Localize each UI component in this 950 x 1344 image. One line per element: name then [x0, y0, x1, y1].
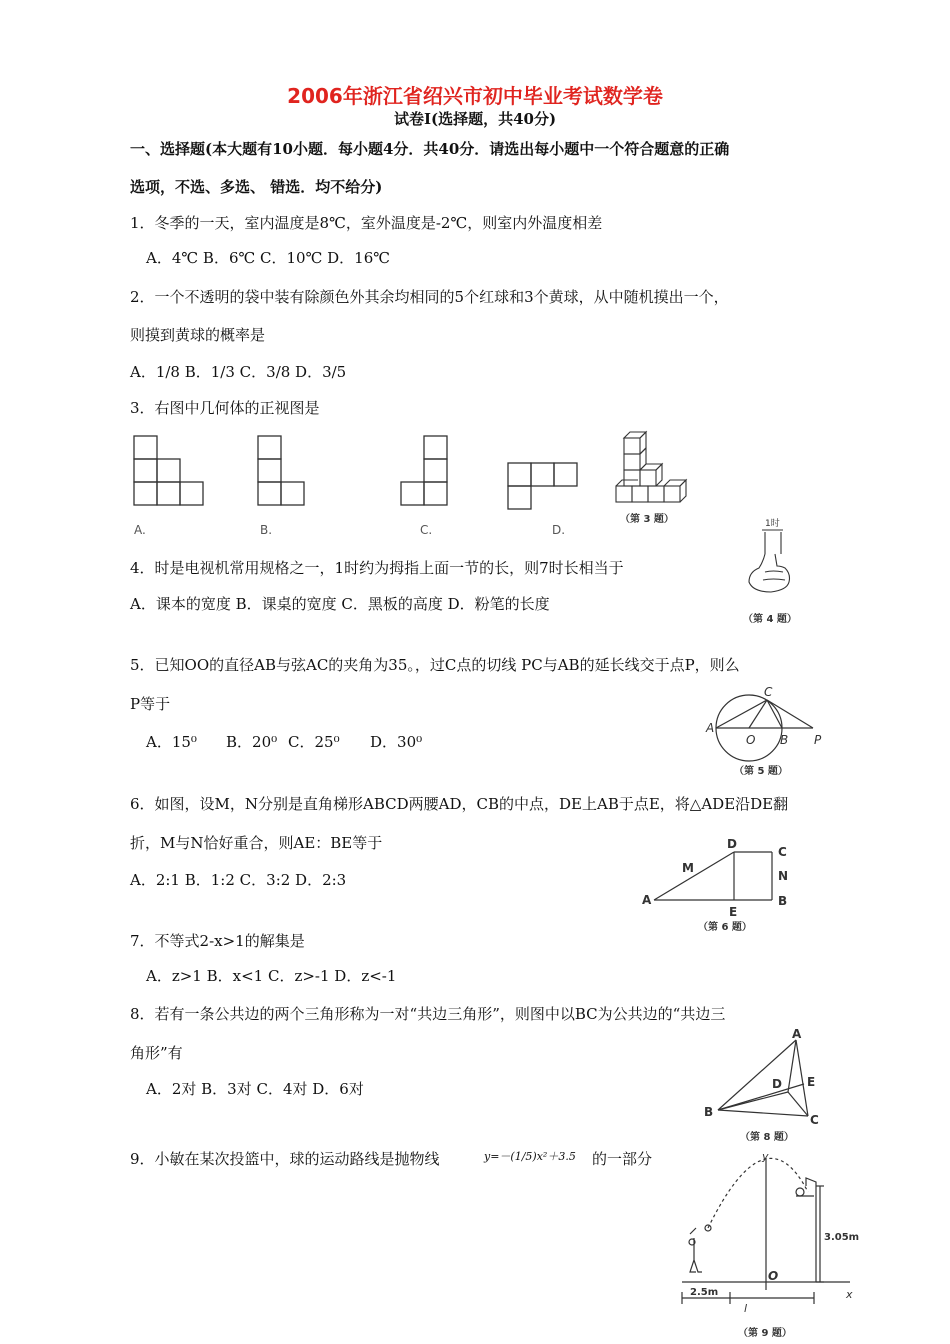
section-heading-line2: 选项，不选、多选、 错选．均不给分) — [130, 178, 383, 196]
section-heading-line1: 一、选择题(本大题有10小题．每小题4分．共40分．请选出每小题中一个符合题意的正确 — [130, 140, 730, 158]
q6-caption: （第 6 题） — [698, 922, 752, 933]
q5-point-b: B — [780, 733, 789, 747]
question-4-figure — [735, 518, 815, 626]
question-8-line1: 8．若有一条公共边的两个三角形称为一对“共边三角形”，则图中以BC为公共边的“共边三 — [130, 1005, 726, 1023]
question-9-text-after: 的一部分 — [592, 1150, 653, 1168]
question-1-options: A．4℃ B．6℃ C．10℃ D．16℃ — [146, 249, 391, 267]
q4-fig-label: 1时 — [765, 519, 780, 529]
question-9-figure — [668, 1150, 858, 1340]
q3-label-c: C. — [420, 523, 433, 537]
question-6-line2: 折，M与N恰好重合，则AE：BE等于 — [130, 834, 383, 852]
q9-label-l: l — [744, 1302, 748, 1315]
exam-title: 2006年浙江省绍兴市初中毕业考试数学卷 — [287, 84, 663, 108]
q9-caption: （第 9 题） — [738, 1328, 792, 1339]
question-8-line2: 角形”有 — [130, 1044, 183, 1062]
q8-point-e: E — [807, 1075, 816, 1089]
question-5-line1: 5．已知OO的直径AB与弦AC的夹角为35。，过C点的切线 PC与AB的延长线交于点P，则么 — [130, 656, 740, 674]
question-2-line1: 2．一个不透明的袋中装有除颜色外其余均相同的5个红球和3个黄球，从中随机摸出一个， — [130, 288, 729, 306]
question-6-figure — [636, 836, 806, 936]
q8-caption: （第 8 题） — [740, 1132, 794, 1143]
q9-label-x: x — [846, 1288, 853, 1301]
question-5-figure — [700, 685, 830, 783]
q3-label-a: A. — [134, 523, 146, 537]
paper-subtitle: 试卷Ⅰ(选择题，共40分) — [393, 110, 557, 128]
question-2-line2: 则摸到黄球的概率是 — [130, 326, 266, 344]
question-5-option-d: D．30⁰ — [370, 733, 423, 751]
q6-point-d: D — [727, 837, 737, 851]
question-4: 4．时是电视机常用规格之一，1时约为拇指上面一节的长，则7时长相当于 — [130, 559, 624, 577]
question-6-options: A．2:1 B．1:2 C．3:2 D．2:3 — [130, 871, 347, 889]
q9-label-o: O — [768, 1269, 779, 1283]
question-8-options: A．2对 B．3对 C．4对 D．6对 — [146, 1080, 364, 1098]
q3-label-b: B. — [260, 523, 273, 537]
q5-point-c: C — [764, 685, 773, 699]
question-3-figures — [120, 428, 720, 543]
question-7-options: A．z>1 B．x<1 C．z>-1 D．z<-1 — [146, 967, 397, 985]
q5-caption: （第 5 题） — [734, 766, 788, 777]
q8-point-d: D — [772, 1077, 782, 1091]
question-5-option-c: C．25⁰ — [288, 733, 340, 751]
q3-label-d: D. — [552, 523, 566, 537]
question-5-option-a: A．15⁰ — [146, 733, 197, 751]
q6-point-n: N — [778, 869, 789, 883]
q6-point-e: E — [729, 905, 738, 919]
question-8-figure — [700, 1026, 830, 1146]
q8-point-a: A — [792, 1027, 802, 1041]
q4-caption: （第 4 题） — [743, 614, 797, 625]
question-9-formula: y=－(1/5)x²＋3.5 — [484, 1150, 576, 1163]
question-5-line2: P等于 — [130, 695, 171, 713]
q6-point-a: A — [642, 893, 652, 907]
q9-label-distance: 2.5m — [690, 1287, 719, 1298]
q9-label-height: 3.05m — [824, 1232, 860, 1243]
q6-point-c: C — [778, 845, 787, 859]
question-1: 1．冬季的一天，室内温度是8℃，室外温度是-2℃，则室内外温度相差 — [130, 214, 603, 232]
question-9-text: 9．小敏在某次投篮中，球的运动路线是抛物线 — [130, 1150, 440, 1168]
q3-caption: （第 3 题） — [620, 514, 674, 525]
question-7: 7．不等式2-x>1的解集是 — [130, 932, 305, 950]
q9-label-y: y — [762, 1150, 769, 1163]
q6-point-b: B — [778, 894, 788, 908]
question-6-line1: 6．如图，设M，N分别是直角梯形ABCD两腰AD，CB的中点，DE上AB于点E，将△ADE沿DE翻 — [130, 795, 789, 813]
question-2-options: A．1/8 B．1/3 C．3/8 D．3/5 — [130, 363, 347, 381]
question-4-options: A．课本的宽度 B．课桌的宽度 C．黑板的高度 D．粉笔的长度 — [130, 595, 550, 613]
q8-point-b: B — [704, 1105, 714, 1119]
q5-point-a: A — [706, 721, 715, 735]
q8-point-c: C — [810, 1113, 819, 1127]
q5-point-p: P — [814, 733, 822, 747]
question-3: 3．右图中几何体的正视图是 — [130, 399, 320, 417]
q5-point-o: O — [746, 733, 756, 747]
q6-point-m: M — [682, 861, 694, 875]
question-5-option-b: B．20⁰ — [226, 733, 278, 751]
